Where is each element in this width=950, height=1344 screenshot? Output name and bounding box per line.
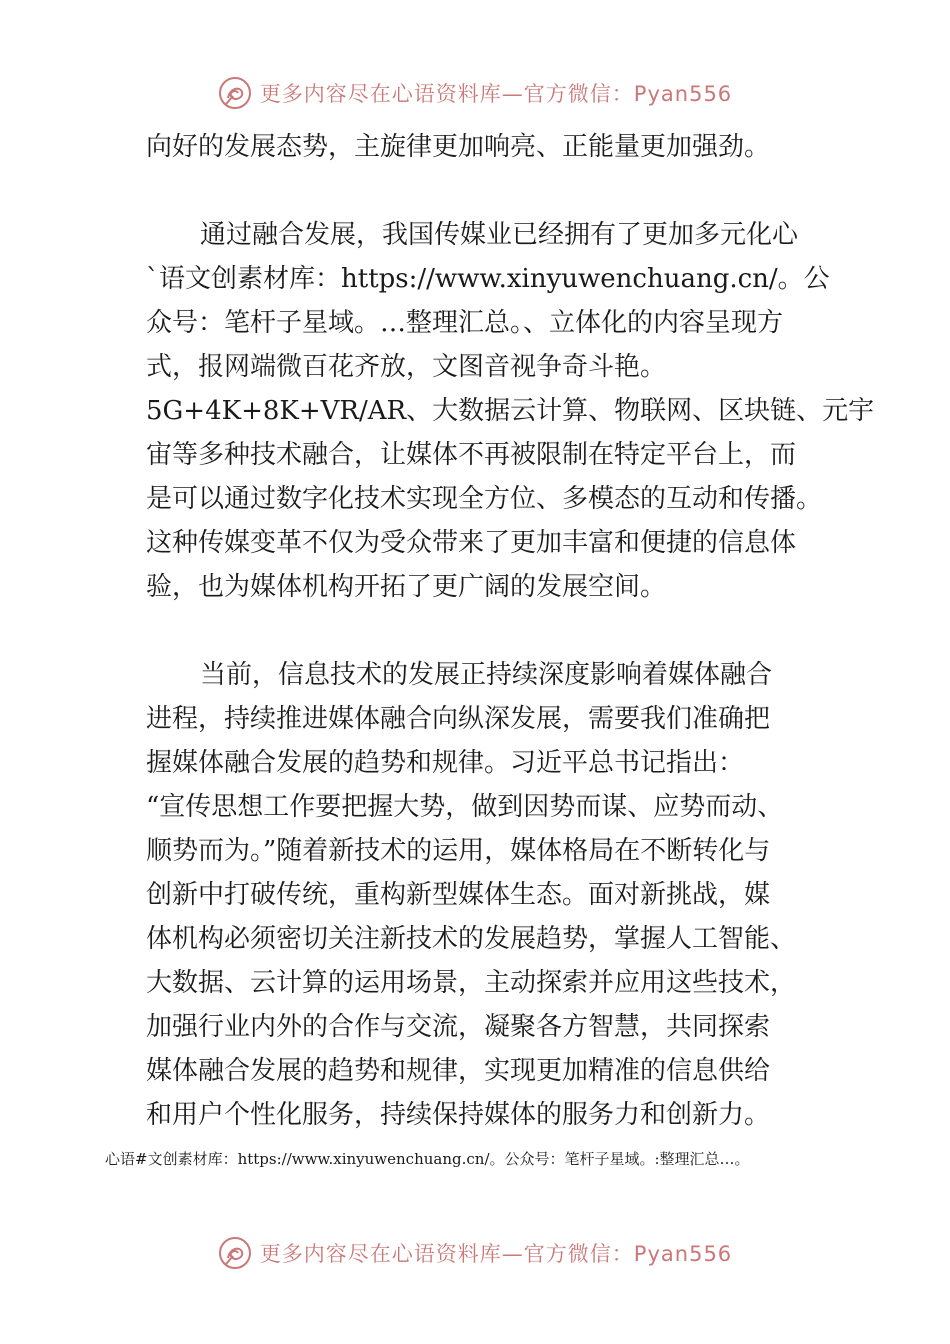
text-line: `语文创素材库：https://www.xinyuwenchuang.cn/。公 [146, 264, 830, 294]
rose-logo-icon [218, 1236, 252, 1270]
rose-logo-icon [218, 76, 252, 110]
footnote-text: 心语#文创素材库：https://www.xinyuwenchuang.cn/。公众号：笔杆子星域。:整理汇总…。 [105, 1150, 750, 1168]
text-line: 握媒体融合发展的趋势和规律。习近平总书记指出： [146, 748, 745, 778]
text-line: 体机构必须密切关注新技术的发展趋势，掌握人工智能、 [146, 924, 797, 954]
footer-banner-text: 更多内容尽在心语资料库—官方微信：Pyan556 [259, 1242, 733, 1266]
text-line: 众号：笔杆子星域。…整理汇总。、立体化的内容呈现方 [146, 308, 784, 338]
text-line: 顺势而为。”随着新技术的运用，媒体格局在不断转化与 [146, 836, 771, 866]
text-line: “宣传思想工作要把握大势，做到因势而谋、应势而动、 [146, 792, 784, 822]
text-line: 媒体融合发展的趋势和规律，实现更加精准的信息供给 [146, 1056, 771, 1086]
text-line: 进程，持续推进媒体融合向纵深发展，需要我们准确把 [146, 704, 771, 734]
paragraph-2 [146, 213, 875, 609]
document-body [146, 125, 875, 1137]
text-line: 宙等多种技术融合，让媒体不再被限制在特定平台上，而 [146, 440, 797, 470]
text-line: 式，报网端微百花齐放，文图音视争奇斗艳。 [146, 352, 667, 382]
text-line: 和用户个性化服务，持续保持媒体的服务力和创新力。 [146, 1100, 771, 1130]
text-line: 加强行业内外的合作与交流，凝聚各方智慧，共同探索 [146, 1012, 771, 1042]
header-banner [0, 68, 950, 118]
text-line: 通过融合发展，我国传媒业已经拥有了更加多元化心 [200, 220, 799, 250]
text-line: 向好的发展态势，主旋律更加响亮、正能量更加强劲。 [146, 132, 771, 162]
text-line: 验，也为媒体机构开拓了更广阔的发展空间。 [146, 572, 667, 602]
text-line: 大数据、云计算的运用场景，主动探索并应用这些技术， [146, 968, 797, 998]
paragraph-1 [146, 125, 846, 169]
text-line: 创新中打破传统，重构新型媒体生态。面对新挑战，媒 [146, 880, 771, 910]
text-line: 当前，信息技术的发展正持续深度影响着媒体融合 [200, 660, 773, 690]
header-banner-text: 更多内容尽在心语资料库—官方微信：Pyan556 [259, 82, 733, 106]
text-line: 是可以通过数字化技术实现全方位、多模态的互动和传播。 [146, 484, 823, 514]
text-line: 5G+4K+8K+VR/AR、大数据云计算、物联网、区块链、元宇 [146, 396, 875, 426]
text-line: 这种传媒变革不仅为受众带来了更加丰富和便捷的信息体 [146, 528, 797, 558]
paragraph-3 [146, 653, 846, 1137]
footer-banner [0, 1228, 950, 1278]
